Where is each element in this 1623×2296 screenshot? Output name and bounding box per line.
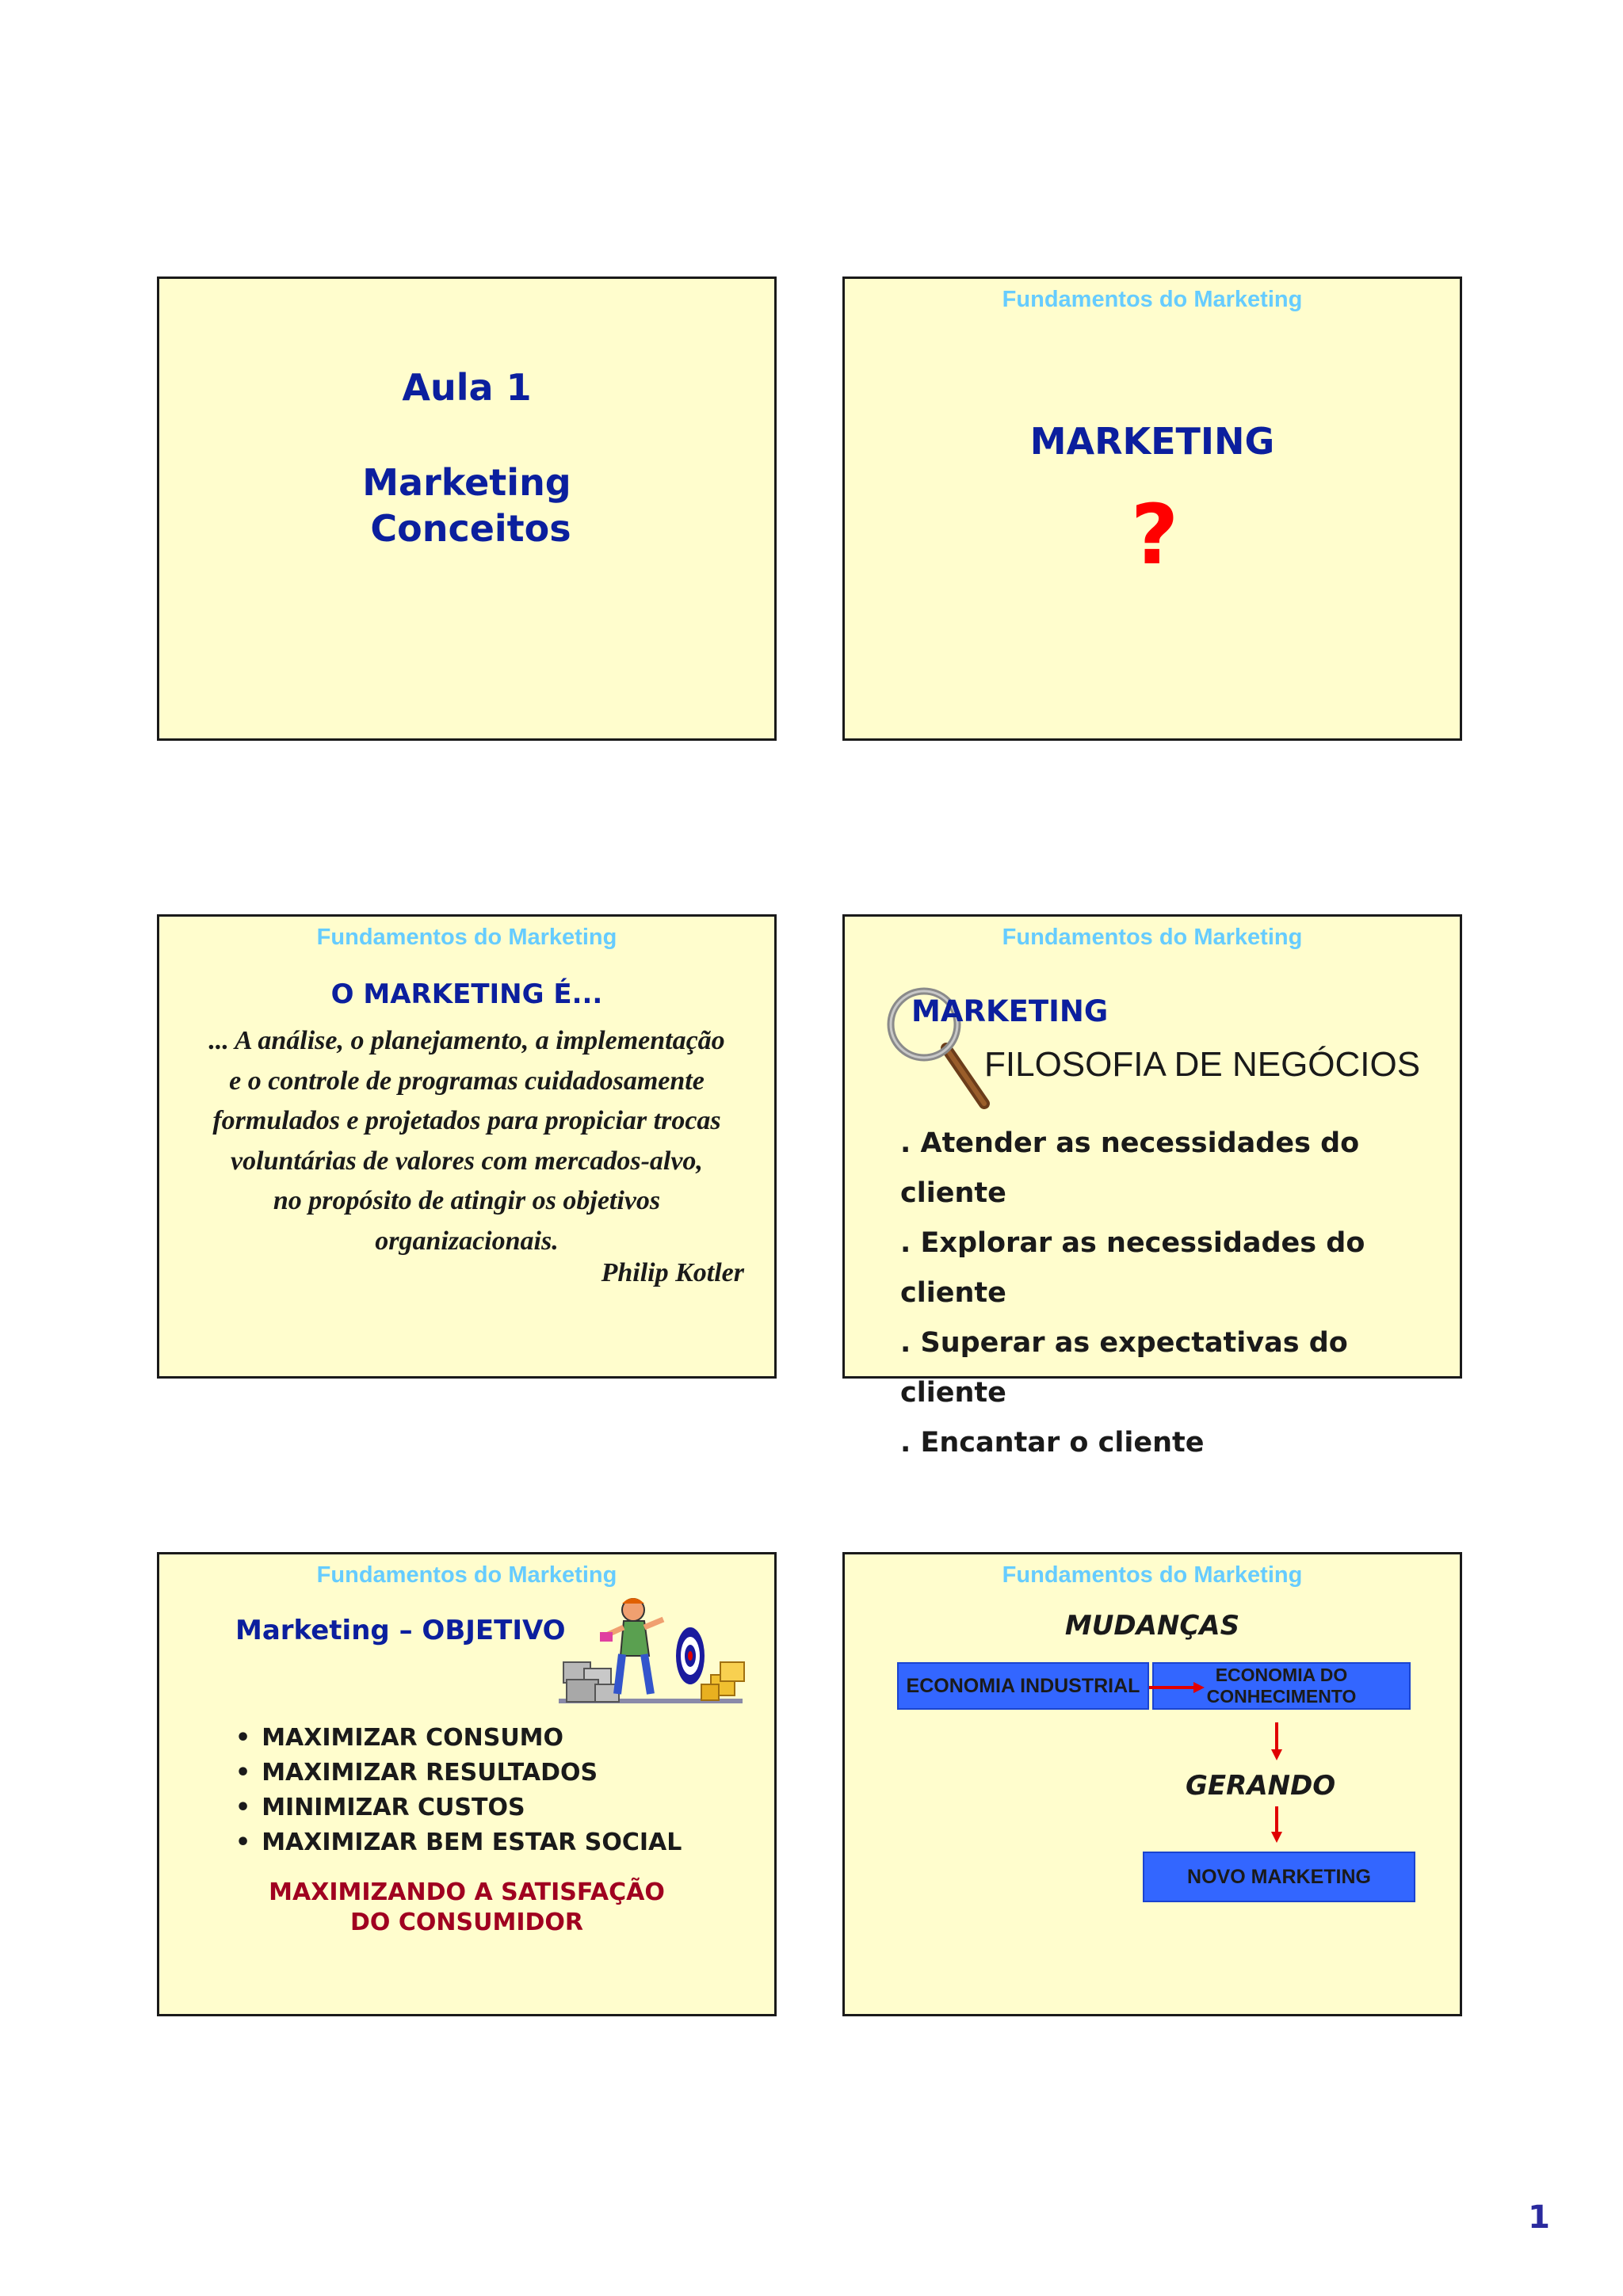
subtitle-line-2: Conceitos bbox=[370, 507, 571, 550]
conclusion-line-1: MAXIMIZANDO A SATISFAÇÃO bbox=[269, 1878, 665, 1906]
list-item: . Encantar o cliente bbox=[900, 1427, 1205, 1459]
quote-line: voluntárias de valores com mercados-alvo, bbox=[231, 1146, 703, 1176]
target-clipart-icon bbox=[556, 1592, 754, 1719]
gerando-label: GERANDO bbox=[1186, 1770, 1336, 1802]
quote-line: formulados e projetados para propiciar trocas bbox=[212, 1106, 721, 1135]
objectives-list bbox=[235, 1721, 682, 1860]
list-item: • MINIMIZAR CUSTOS bbox=[235, 1791, 682, 1825]
slide-subtitle bbox=[159, 460, 774, 551]
box-line-2: CONHECIMENTO bbox=[1206, 1686, 1357, 1707]
slide-4 bbox=[842, 914, 1462, 1459]
box-economia-industrial: ECONOMIA INDUSTRIAL bbox=[897, 1662, 1149, 1710]
slide-header: Fundamentos do Marketing bbox=[1002, 1562, 1303, 1588]
slide-header: Fundamentos do Marketing bbox=[316, 1562, 617, 1588]
conclusion-text bbox=[159, 1878, 774, 1938]
main-heading: MARKETING bbox=[1029, 420, 1275, 463]
down-arrow-head-1 bbox=[1271, 1749, 1282, 1760]
slide-subtitle: O MARKETING É... bbox=[330, 978, 603, 1010]
list-item: • MAXIMIZAR CONSUMO bbox=[235, 1721, 682, 1756]
quote-line: no propósito de atingir os objetivos bbox=[273, 1186, 661, 1215]
slide-header: Fundamentos do Marketing bbox=[1002, 925, 1303, 950]
page-number: 1 bbox=[1528, 2199, 1550, 2236]
slide-header: Fundamentos do Marketing bbox=[316, 925, 617, 950]
conclusion-line-2: DO CONSUMIDOR bbox=[350, 1909, 583, 1936]
list-item: . Atender as necessidades do cliente bbox=[900, 1127, 1360, 1209]
slide-subtitle: MUDANÇAS bbox=[1064, 1610, 1240, 1642]
list-item: • MAXIMIZAR RESULTADOS bbox=[235, 1756, 682, 1791]
quote-author: Philip Kotler bbox=[601, 1258, 744, 1287]
box-line-1: ECONOMIA DO bbox=[1215, 1665, 1348, 1685]
list-item: . Explorar as necessidades do cliente bbox=[900, 1227, 1365, 1309]
marketing-label: MARKETING bbox=[911, 994, 1109, 1028]
quote-line: organizacionais. bbox=[375, 1226, 559, 1256]
down-arrow-head-2 bbox=[1271, 1832, 1282, 1843]
box-novo-marketing: NOVO MARKETING bbox=[1143, 1852, 1415, 1902]
slide-subtitle: Marketing – OBJETIVO bbox=[235, 1615, 566, 1646]
needs-list bbox=[900, 1119, 1460, 1468]
slide-5 bbox=[157, 1552, 777, 2016]
flow-arrows bbox=[845, 1554, 1460, 2014]
subtitle-line-1: Marketing bbox=[362, 461, 571, 504]
list-item: • MAXIMIZAR BEM ESTAR SOCIAL bbox=[235, 1825, 682, 1860]
slide-2 bbox=[842, 277, 1462, 741]
slide-header: Fundamentos do Marketing bbox=[1002, 287, 1303, 312]
filosofia-heading: FILOSOFIA DE NEGÓCIOS bbox=[984, 1045, 1421, 1084]
slide-6 bbox=[842, 1552, 1462, 2016]
question-mark: ? bbox=[1130, 486, 1179, 583]
quote-line: ... A análise, o planejamento, a implementação bbox=[208, 1026, 725, 1055]
definition-quote bbox=[191, 1021, 743, 1261]
list-item: . Superar as expectativas do cliente bbox=[900, 1327, 1348, 1409]
slide-3 bbox=[157, 914, 777, 1379]
slide-1 bbox=[157, 277, 777, 741]
quote-line: e o controle de programas cuidadosamente bbox=[229, 1066, 705, 1096]
right-arrow-head bbox=[1193, 1682, 1205, 1693]
slide-title: Aula 1 bbox=[402, 366, 532, 409]
